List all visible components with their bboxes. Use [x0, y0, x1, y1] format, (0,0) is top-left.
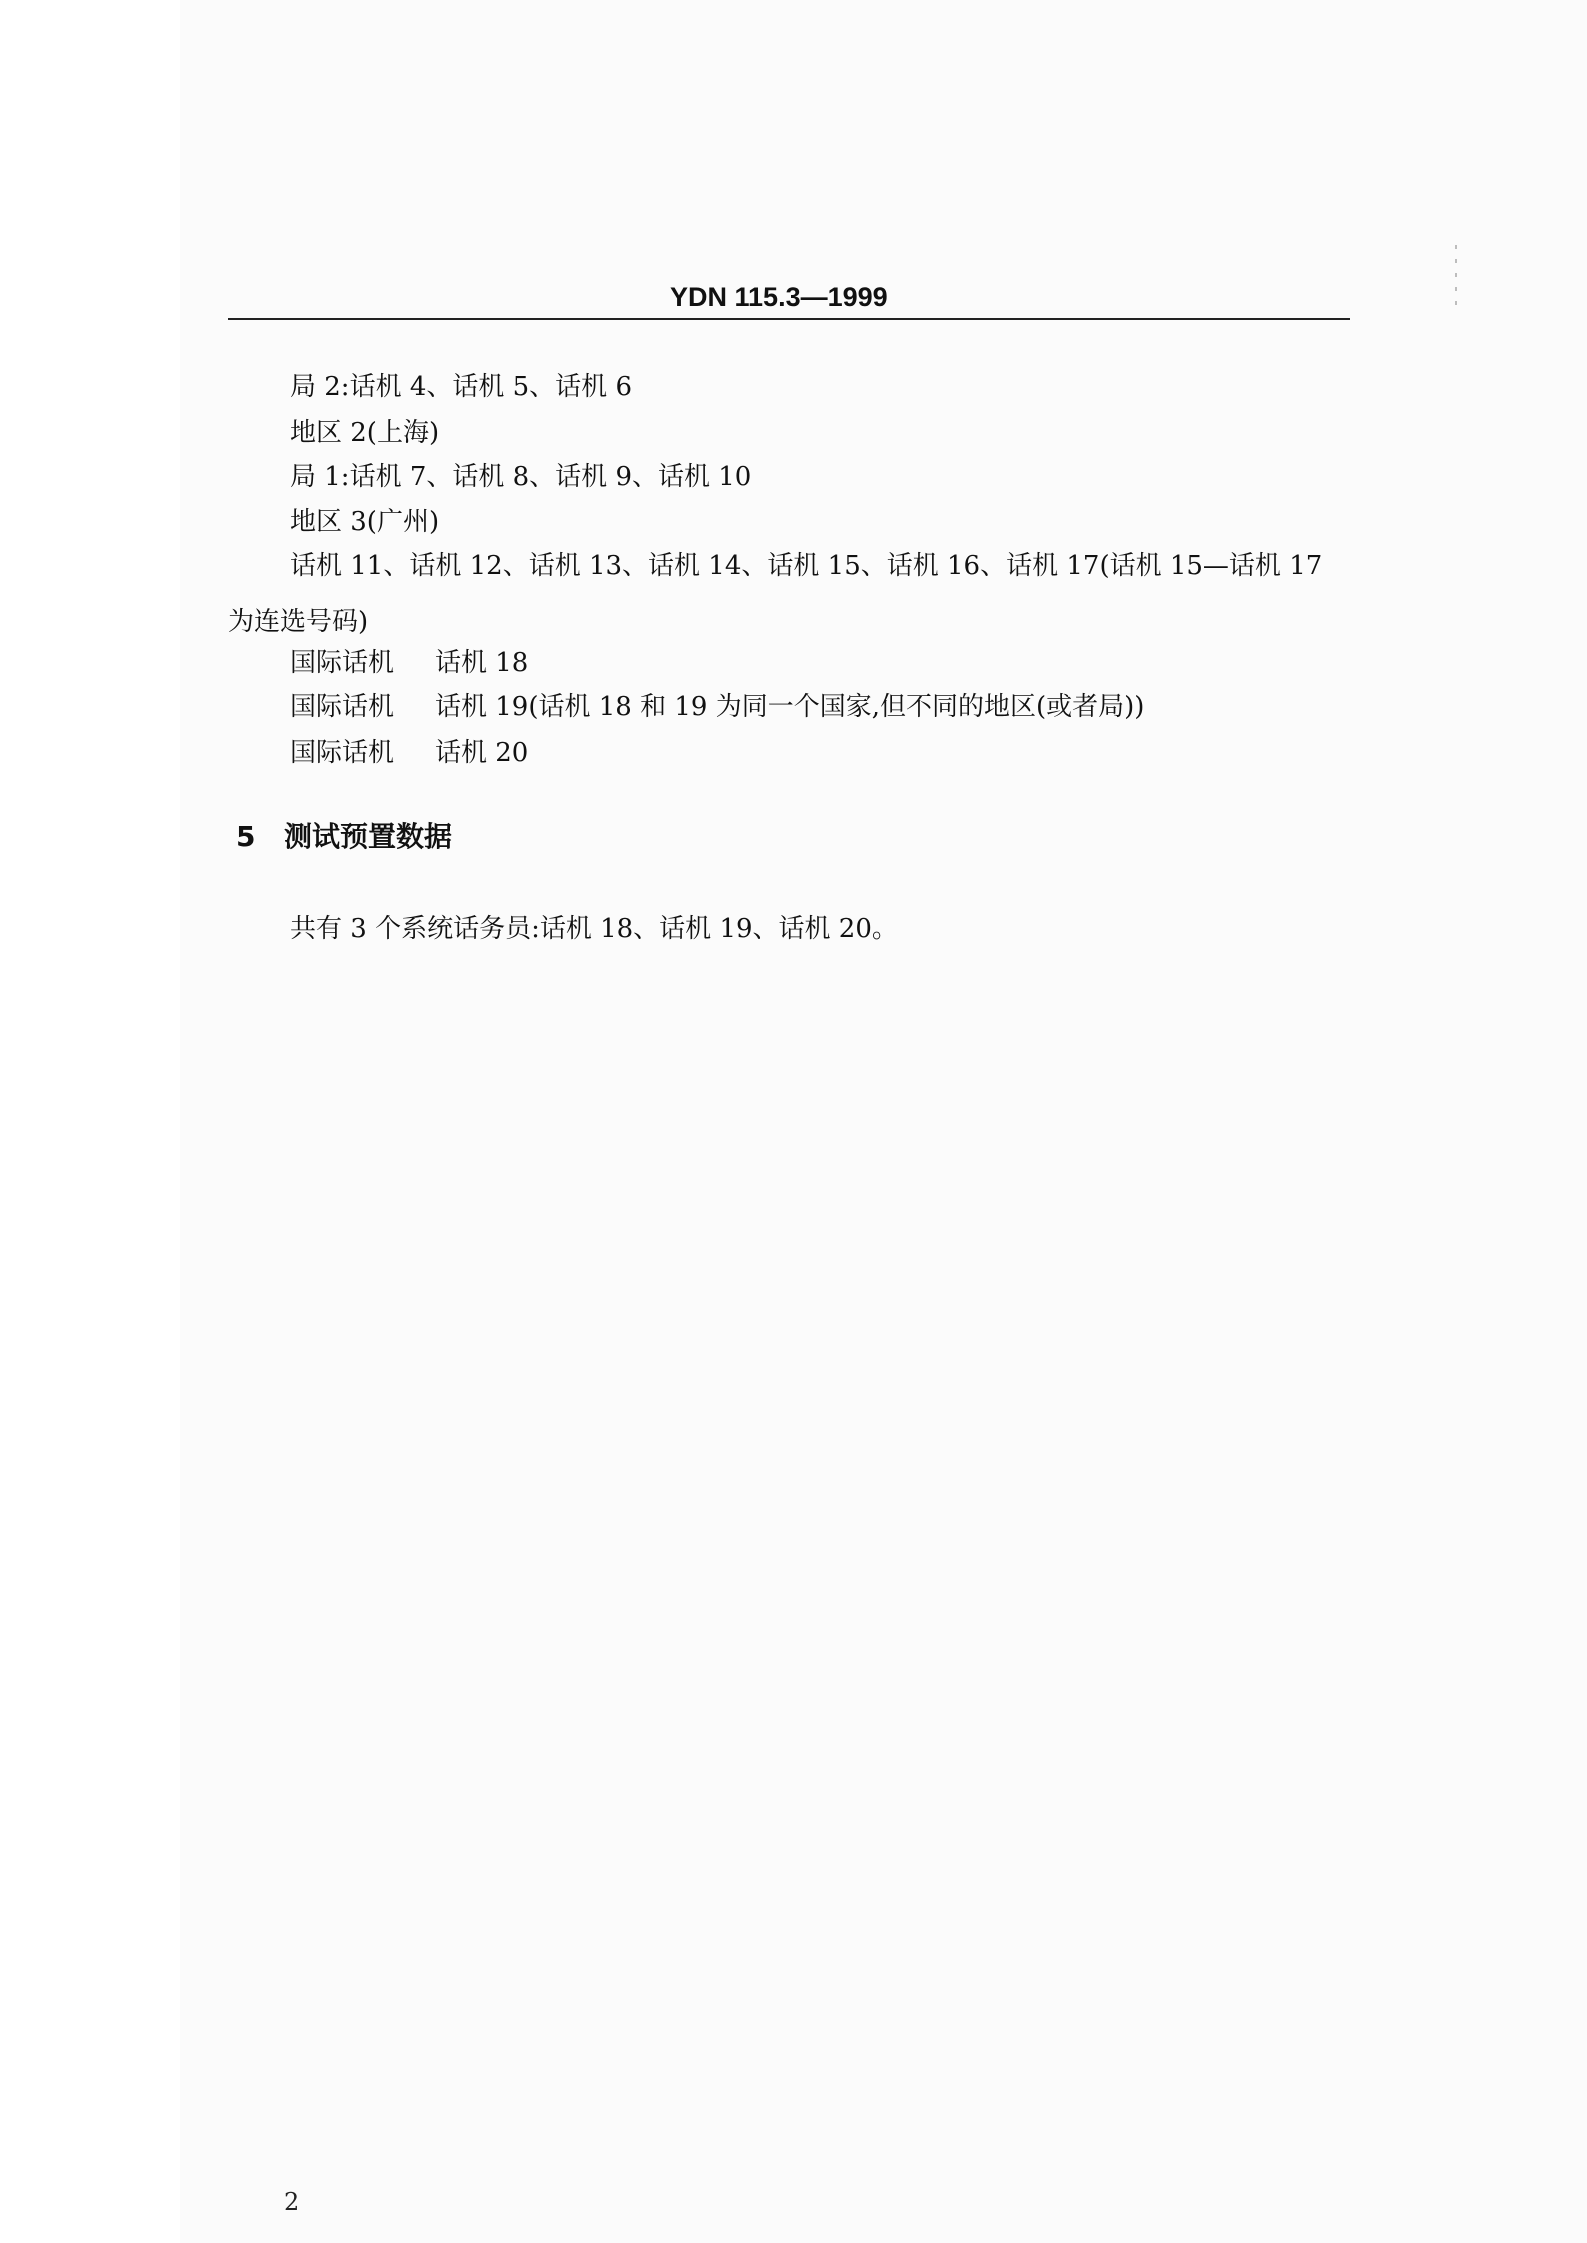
region-2-line: 地区 2(上海) — [290, 418, 440, 448]
international-value: 话机 18 — [435, 648, 529, 678]
international-phone-20 — [290, 738, 528, 768]
international-label: 国际话机 — [290, 738, 395, 768]
section-5-heading — [236, 820, 452, 854]
document-code: YDN 115.3—1999 — [670, 282, 888, 312]
international-phone-18 — [290, 648, 528, 678]
scan-edge-mark — [1455, 245, 1457, 305]
page-number: 2 — [284, 2188, 300, 2216]
international-phone-19 — [290, 692, 1144, 722]
region-3-line: 地区 3(广州) — [290, 507, 440, 537]
header-rule — [228, 318, 1350, 320]
section-number: 5 — [236, 820, 256, 853]
international-label: 国际话机 — [290, 648, 395, 678]
section-5-paragraph: 共有 3 个系统话务员:话机 18、话机 19、话机 20。 — [290, 914, 898, 944]
section-title: 测试预置数据 — [284, 820, 453, 853]
page-background — [180, 0, 1587, 2243]
bureau-2-line: 局 2:话机 4、话机 5、话机 6 — [290, 372, 632, 402]
international-label: 国际话机 — [290, 692, 395, 722]
international-value: 话机 19(话机 18 和 19 为同一个国家,但不同的地区(或者局)) — [435, 692, 1145, 722]
phones-11-17-line: 话机 11、话机 12、话机 13、话机 14、话机 15、话机 16、话机 17(话机 15—话机 17 为连选号码) — [228, 551, 1323, 637]
bureau-1-line: 局 1:话机 7、话机 8、话机 9、话机 10 — [290, 462, 752, 492]
international-value: 话机 20 — [435, 738, 529, 768]
